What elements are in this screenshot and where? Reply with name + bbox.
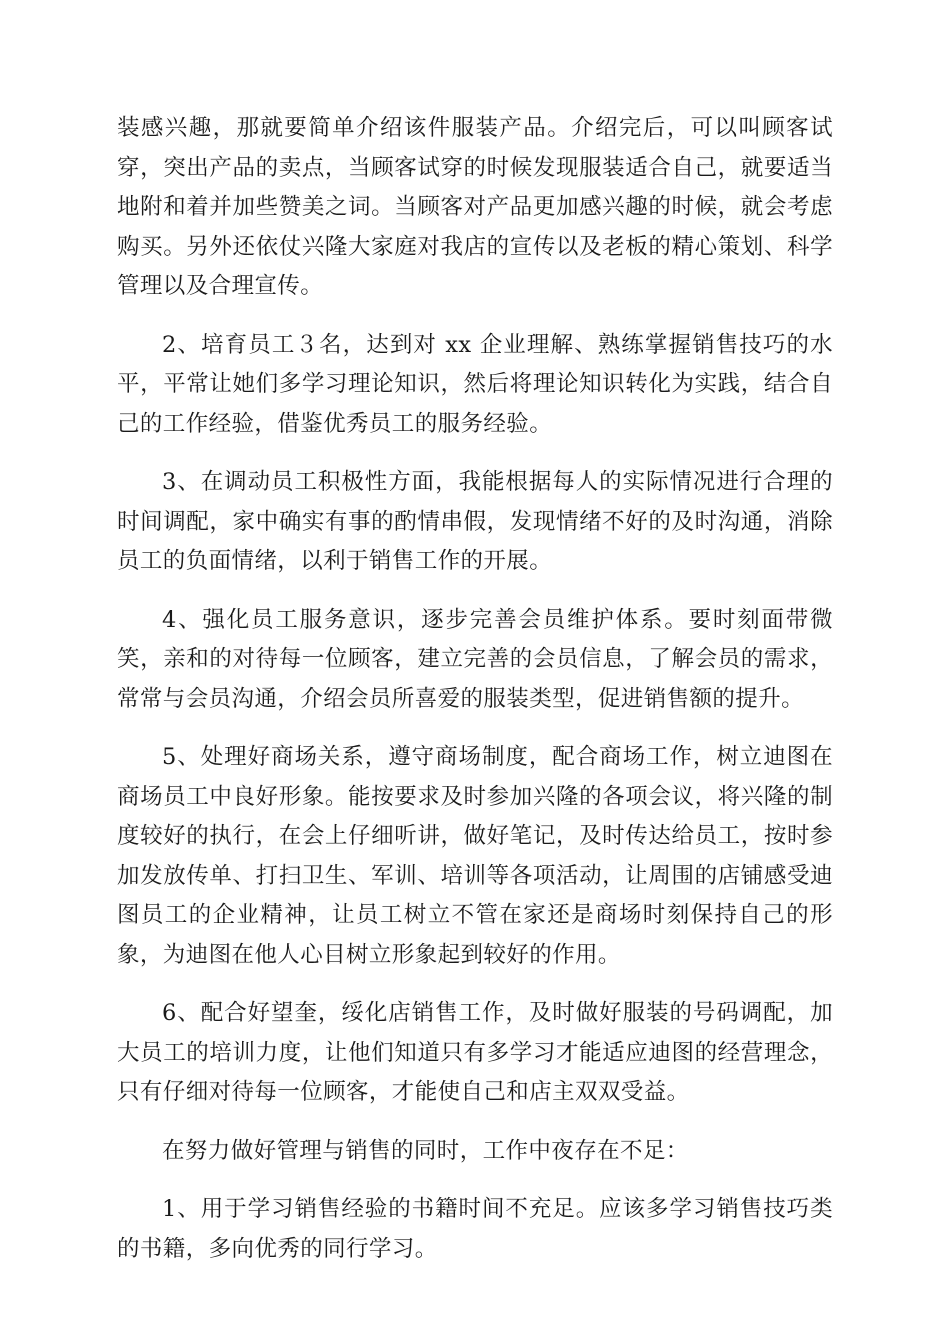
paragraph-item-5: 5、处理好商场关系，遵守商场制度，配合商场工作，树立迪图在商场员工中良好形象。能按要求及时参加兴隆的各项会议，将兴隆的制度较好的执行，在会上仔细听讲，做好笔记，及时传达给员工，按时参加发放传单、打扫卫生、军训、培训等各项活动，让周围的店铺感受迪图员工的企业精神，让员工树立不管在家还是商场时刻保持自己的形象，为迪图在他人心目树立形象起到较好的作用。 [117, 744, 833, 968]
paragraph-item-6: 6、配合好望奎，绥化店销售工作，及时做好服装的号码调配，加大员工的培训力度，让他们知道只有多学习才能适应迪图的经营理念，只有仔细对待每一位顾客，才能使自己和店主双双受益。 [117, 1000, 833, 1105]
paragraph-item-4: 4、强化员工服务意识，逐步完善会员维护体系。要时刻面带微笑，亲和的对待每一位顾客，建立完善的会员信息，了解会员的需求，常常与会员沟通，介绍会员所喜爱的服装类型，促进销售额的提升。 [117, 606, 833, 712]
paragraph-item-3: 3、在调动员工积极性方面，我能根据每人的实际情况进行合理的时间调配，家中确实有事的酌情串假，发现情绪不好的及时沟通，消除员工的负面情绪，以利于销售工作的开展。 [117, 469, 833, 574]
paragraph-shortcoming-1: 1、用于学习销售经验的书籍时间不充足。应该多学习销售技巧类的书籍，多向优秀的同行学习。 [117, 1196, 833, 1262]
paragraph-shortcomings-intro: 在努力做好管理与销售的同时，工作中夜存在不足： [162, 1137, 689, 1164]
paragraph-item-2: 2、培育员工３名，达到对 xx 企业理解、熟练掌握销售技巧的水平，平常让她们多学习理论知识，然后将理论知识转化为实践，结合自己的工作经验，借鉴优秀员工的服务经验。 [117, 331, 833, 437]
paragraph-continuation: 装感兴趣，那就要简单介绍该件服装产品。介绍完后，可以叫顾客试穿，突出产品的卖点，当顾客试穿的时候发现服装适合自己，就要适当地附和着并加些赞美之词。当顾客对产品更加感兴趣的时候，就会考虑购买。另外还依仗兴隆大家庭对我店的宣传以及老板的精心策划、科学管理以及合理宣传。 [117, 115, 833, 299]
document-body [117, 109, 833, 1288]
